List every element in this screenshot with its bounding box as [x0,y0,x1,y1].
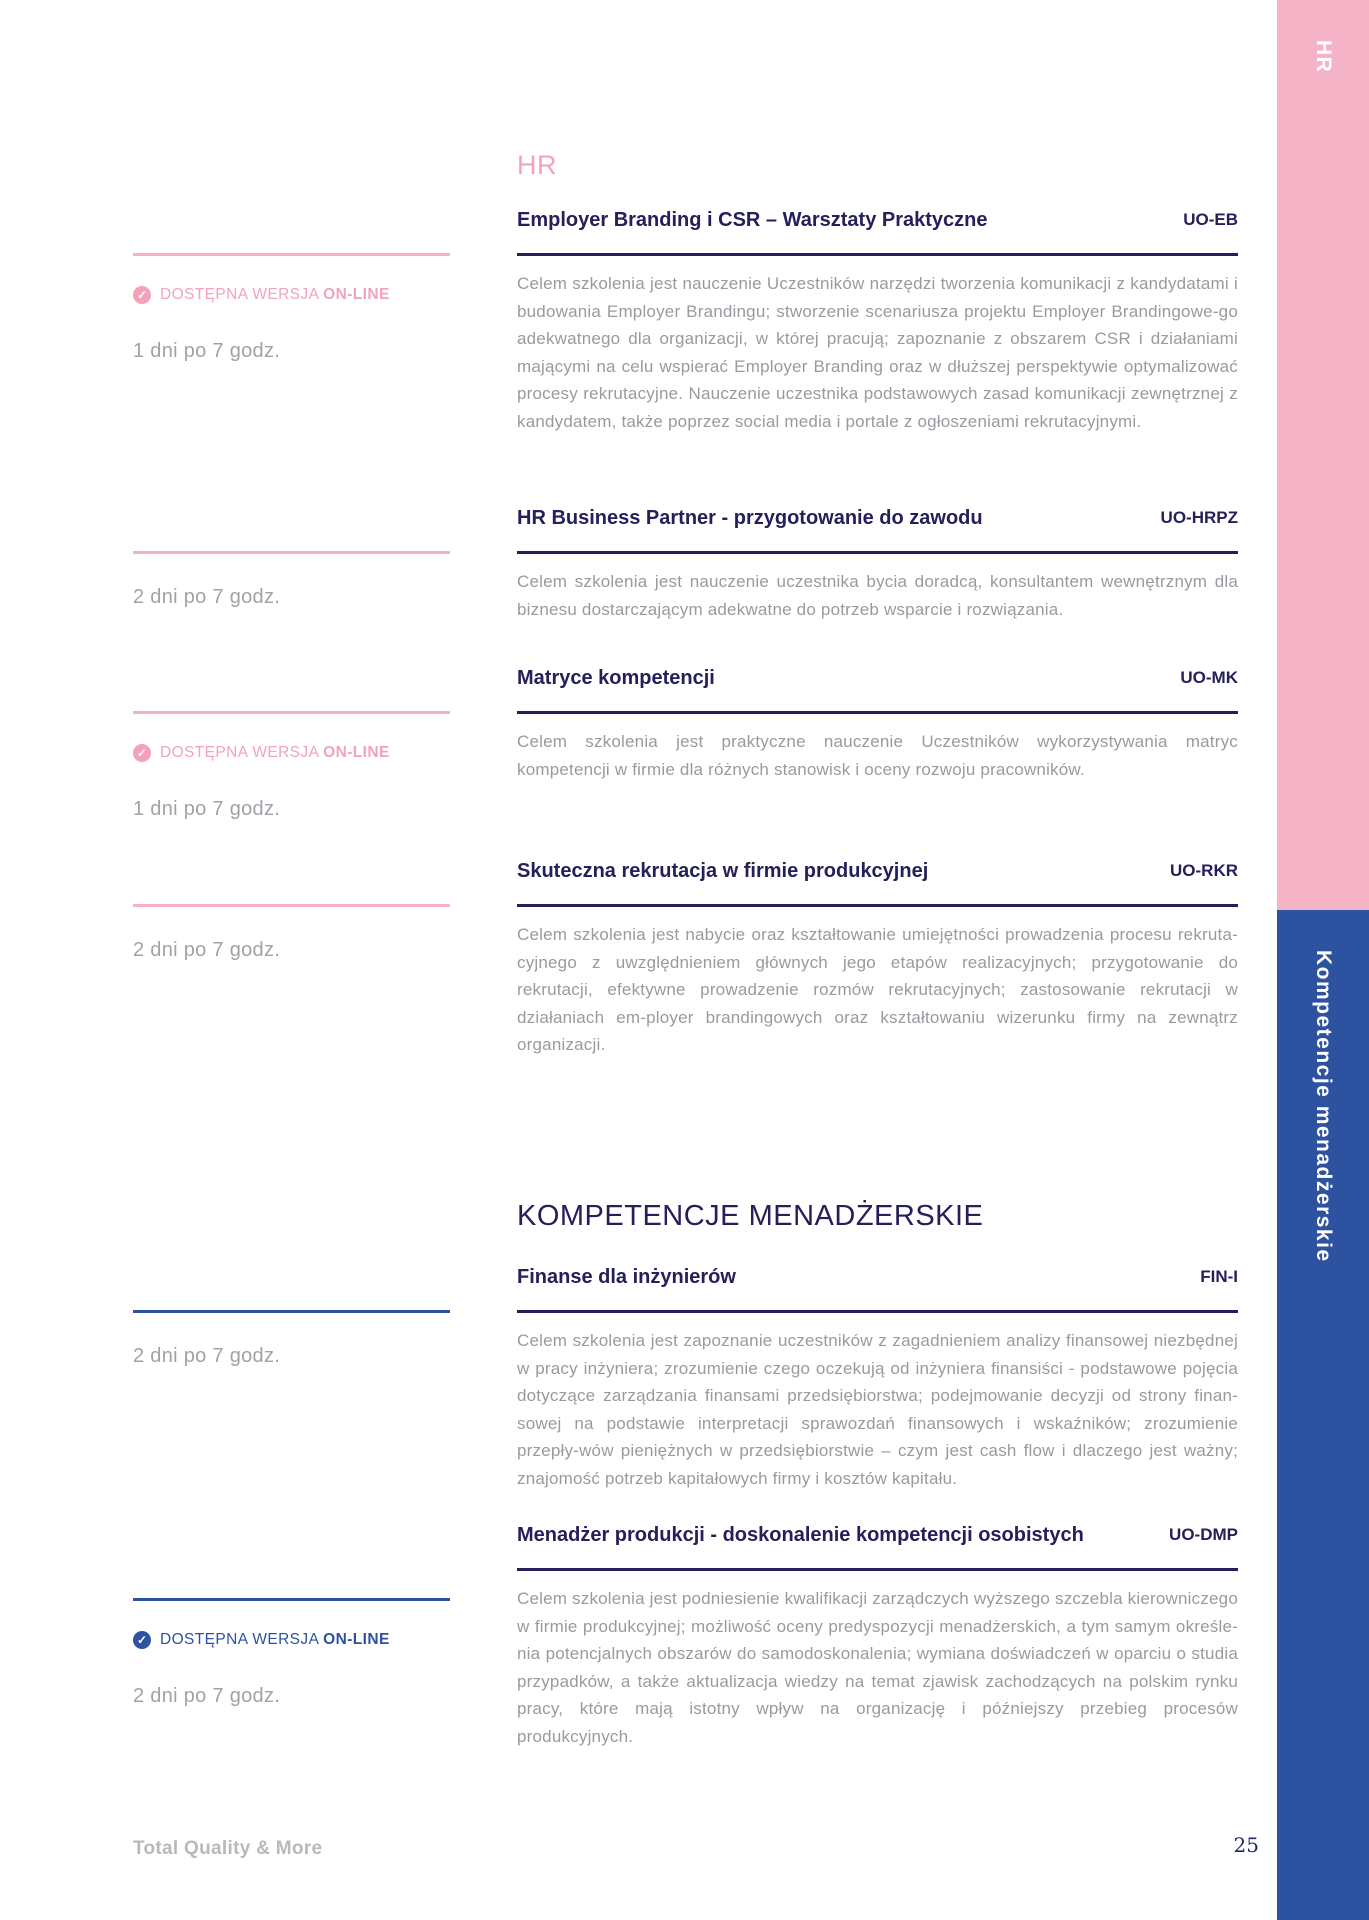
course-description: Celem szkolenia jest podniesienie kwalifikacji zarządczych wyższego szczebla kierowniczego w firmie produkcyjnej; możliwość oceny predyspozycji menadżerskich, a tym samym określe-nia potencjalnych obszarów do samodoskonalenia; wymiana doświadczeń w oparciu o studia przypadków, a także aktualizacja wiedzy na temat zjawisk zachodzących na polskim rynku pracy, które mają istotny wpływ na organizację i późniejszy przebieg procesów produkcyjnych. [517,1589,1238,1746]
check-circle-icon: ✓ [133,286,151,304]
course-meta-employer-branding [133,253,450,363]
course-description: Celem szkolenia jest nauczenie uczestnika bycia doradcą, konsultantem wewnętrznym dla biznesu dostarczającym adekwatne do potrzeb wsparcie i rozwiązania. [517,572,1238,619]
course-meta-skuteczna-rekrutacja [133,904,450,962]
course-hr-business-partner [517,503,1238,623]
course-header-row [517,1520,1238,1550]
title-underline [517,711,1238,714]
course-description: Celem szkolenia jest praktyczne nauczenie Uczestników wykorzystywania matryc kompetencji w firmie dla różnych stanowisk i oceny rozwoju pracowników. [517,732,1238,779]
course-code: UO-HRPZ [1160,508,1238,527]
course-title: Employer Branding i CSR – Warsztaty Praktyczne [517,209,988,231]
course-matryce-kompetencji [517,663,1238,783]
course-duration: 1 dni po 7 godz. [133,340,281,362]
course-title: Menadżer produkcji - doskonalenie kompetencji osobistych [517,1524,1084,1546]
course-description: Celem szkolenia jest nauczenie Uczestników narzędzi tworzenia komunikacji z kandydatami i budowania Employer Brandingu; stworzenie scenariusza projektu Employer Brandingowe-go adekwatnego dla organizacji, w której pracują; zapoznanie z obszarem CSR i działaniami mającymi na celu wspierać Employer Branding oraz w dłuższej perspektywie optymalizować procesy rekrutacyjne. Nauczenie uczestnika podstawowych zasad komunikacji zewnętrznej z kandydatem, także poprzez social media i portale z ogłoszeniami rekrutacyjnymi. [517,274,1238,431]
course-description: Celem szkolenia jest zapoznanie uczestników z zagadnieniem analizy finansowej niezbędnej w pracy inżyniera; zrozumienie czego oczekują od inżyniera finansiści - podstawowe pojęcia dotyczące zarządzania finansami przedsiębiorstwa; podejmowanie decyzji od strony finan-sowej na podstawie interpretacji sprawozdań finansowych i wskaźników; zrozumienie przepły-wów pieniężnych w przedsiębiorstwie – czym jest cash flow i dlaczego jest ważny; znajomość potrzeb kapitałowych firmy i kosztów kapitału. [517,1331,1238,1488]
course-code: UO-DMP [1169,1525,1238,1544]
edge-tab-hr-label: HR [1312,40,1335,74]
course-employer-branding [517,205,1238,435]
course-skuteczna-rekrutacja [517,856,1238,1059]
course-title: Matryce kompetencji [517,667,715,689]
title-underline [517,253,1238,256]
course-title: Finanse dla inżynierów [517,1266,736,1288]
course-finanse-dla-inzynierow [517,1262,1238,1492]
online-badge [133,286,450,304]
online-badge-text: DOSTĘPNA WERSJA ON-LINE [160,1631,390,1648]
meta-divider [133,904,450,907]
check-circle-icon: ✓ [133,1631,151,1649]
course-header-row [517,856,1238,886]
meta-divider [133,711,450,714]
group-header-management: KOMPETENCJE MENADŻERSKIE [517,1200,984,1233]
course-code: UO-RKR [1170,861,1238,880]
title-underline [517,1568,1238,1571]
course-title: Skuteczna rekrutacja w firmie produkcyjnej [517,860,929,882]
title-underline [517,904,1238,907]
course-header-row [517,663,1238,693]
meta-divider [133,1310,450,1313]
course-header-row [517,205,1238,235]
edge-tab-management-label: Kompetencje menadżerskie [1312,950,1335,1263]
course-header-row [517,503,1238,533]
edge-tab-hr [1277,0,1369,910]
course-description: Celem szkolenia jest nabycie oraz kształtowanie umiejętności prowadzenia procesu rekruta-cyjnego z uwzględnieniem głównych jego etapów realizacyjnych; przygotowanie do rekrutacji, efektywne prowadzenie rozmów rekrutacyjnych; zastosowanie rekrutacji w działaniach em-ployer brandingowych oraz kształtowaniu wizerunku firmy na zewnątrz organizacji. [517,925,1238,1054]
course-duration: 1 dni po 7 godz. [133,798,281,820]
course-header-row [517,1262,1238,1292]
title-underline [517,551,1238,554]
course-menadzer-produkcji [517,1520,1238,1750]
group-header-hr: HR [517,150,557,181]
edge-tab-management [1277,910,1369,1920]
course-meta-matryce-kompetencji [133,711,450,821]
footer-brand: Total Quality & More [133,1838,323,1859]
meta-divider [133,253,450,256]
course-code: UO-EB [1183,210,1238,229]
meta-divider [133,1598,450,1601]
course-duration: 2 dni po 7 godz. [133,1345,281,1367]
course-duration: 2 dni po 7 godz. [133,586,281,608]
title-underline [517,1310,1238,1313]
check-circle-icon: ✓ [133,744,151,762]
course-meta-hr-business-partner [133,551,450,609]
online-badge [133,744,450,762]
online-badge [133,1631,450,1649]
course-code: FIN-I [1200,1267,1238,1286]
online-badge-text: DOSTĘPNA WERSJA ON-LINE [160,744,390,761]
page-number: 25 [1233,1833,1259,1857]
course-meta-menadzer-produkcji [133,1598,450,1708]
course-title: HR Business Partner - przygotowanie do zawodu [517,507,983,529]
course-duration: 2 dni po 7 godz. [133,939,281,961]
course-meta-finanse [133,1310,450,1368]
course-code: UO-MK [1180,668,1238,687]
online-badge-text: DOSTĘPNA WERSJA ON-LINE [160,286,390,303]
meta-divider [133,551,450,554]
course-duration: 2 dni po 7 godz. [133,1685,281,1707]
